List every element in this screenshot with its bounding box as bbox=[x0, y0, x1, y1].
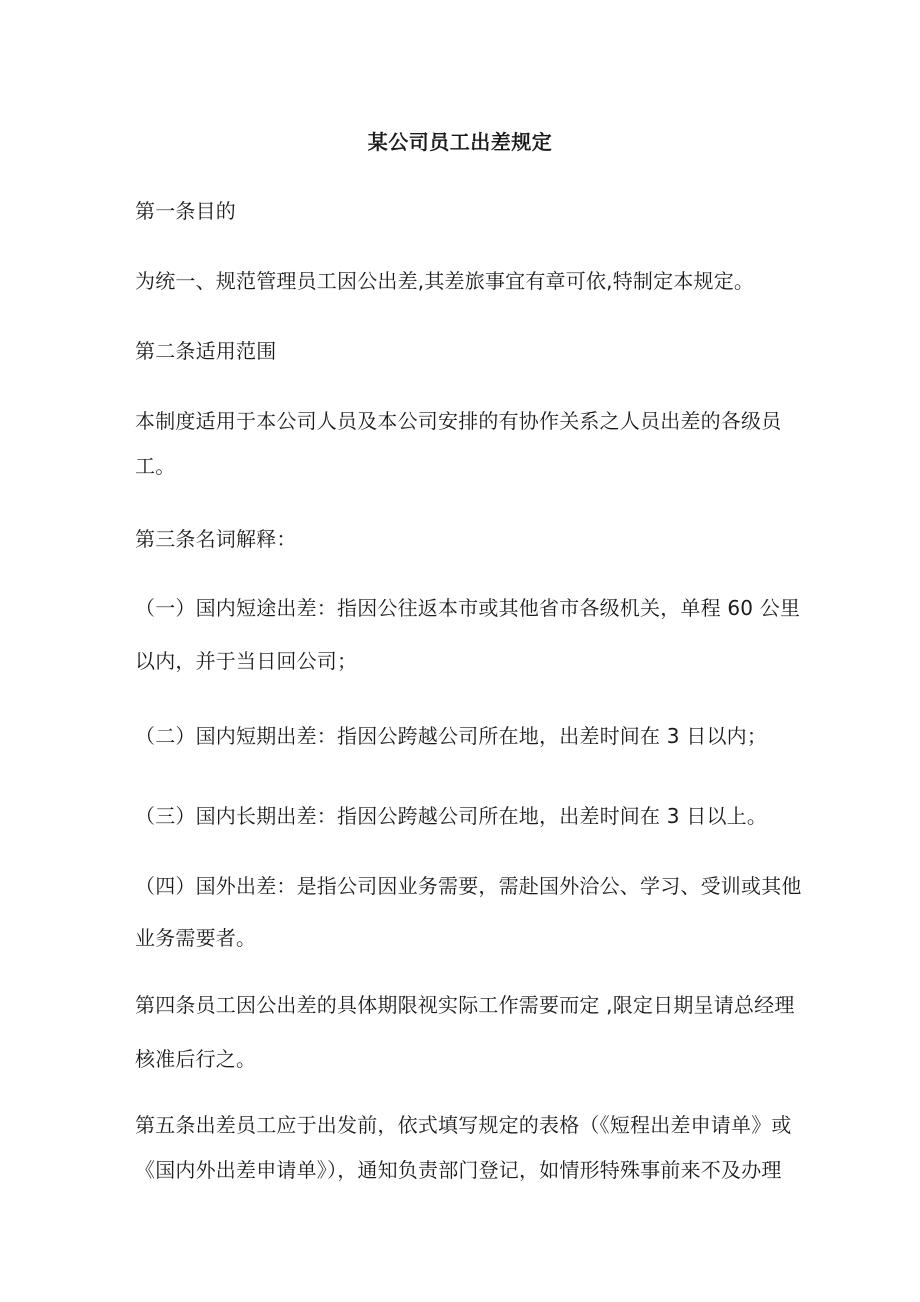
paragraph-definition-1 bbox=[135, 580, 801, 690]
paragraph-definition-3 bbox=[135, 788, 795, 845]
paragraph-article-3-heading bbox=[135, 511, 795, 568]
paragraph-line: 第四条员工因公出差的具体期限视实际工作需要而定 ,限定日期呈请总经理 bbox=[135, 993, 795, 1017]
paragraph-definition-4 bbox=[135, 858, 802, 967]
paragraph-line: （一）国内短途出差：指因公往返本市或其他省市各级机关，单程 60 公里 bbox=[135, 596, 801, 620]
paragraph-line: （二）国内短期出差：指因公跨越公司所在地，出差时间在 3 日以内； bbox=[135, 724, 768, 748]
document-title: 某公司员工出差规定 bbox=[367, 130, 553, 154]
paragraph-article-5 bbox=[135, 1097, 795, 1199]
paragraph-article-2-body bbox=[135, 393, 795, 495]
paragraph-line: 业务需要者。 bbox=[135, 926, 257, 950]
paragraph-line: 第三条名词解释： bbox=[135, 527, 297, 551]
paragraph-line: 第五条出差员工应于出发前，依式填写规定的表格（《短程出差申请单》或 bbox=[135, 1113, 792, 1137]
paragraph-line: （四）国外出差：是指公司因业务需要，需赴国外洽公、学习、受训或其他 bbox=[135, 874, 802, 898]
paragraph-line: 核准后行之。 bbox=[135, 1047, 257, 1071]
paragraph-line: 第二条适用范围 bbox=[135, 339, 277, 363]
paragraph-line: （三）国内长期出差：指因公跨越公司所在地，出差时间在 3 日以上。 bbox=[135, 804, 768, 828]
paragraph-line: 工。 bbox=[135, 454, 176, 478]
paragraph-article-1-heading bbox=[135, 183, 795, 240]
paragraph-line: 本制度适用于本公司人员及本公司安排的有协作关系之人员出差的各级员 bbox=[135, 409, 782, 433]
paragraph-article-4 bbox=[135, 977, 795, 1088]
paragraph-line: 《国内外出差申请单》），通知负责部门登记，如情形特殊事前来不及办理 bbox=[135, 1158, 782, 1182]
paragraph-line: 为统一、规范管理员工因公出差,其差旅事宜有章可依,特制定本规定。 bbox=[135, 269, 755, 293]
paragraph-line: 第一条目的 bbox=[135, 199, 236, 223]
paragraph-article-2-heading bbox=[135, 323, 795, 380]
paragraph-line: 以内，并于当日回公司； bbox=[135, 649, 358, 673]
paragraph-article-1-body bbox=[135, 253, 795, 310]
paragraph-definition-2 bbox=[135, 708, 795, 765]
